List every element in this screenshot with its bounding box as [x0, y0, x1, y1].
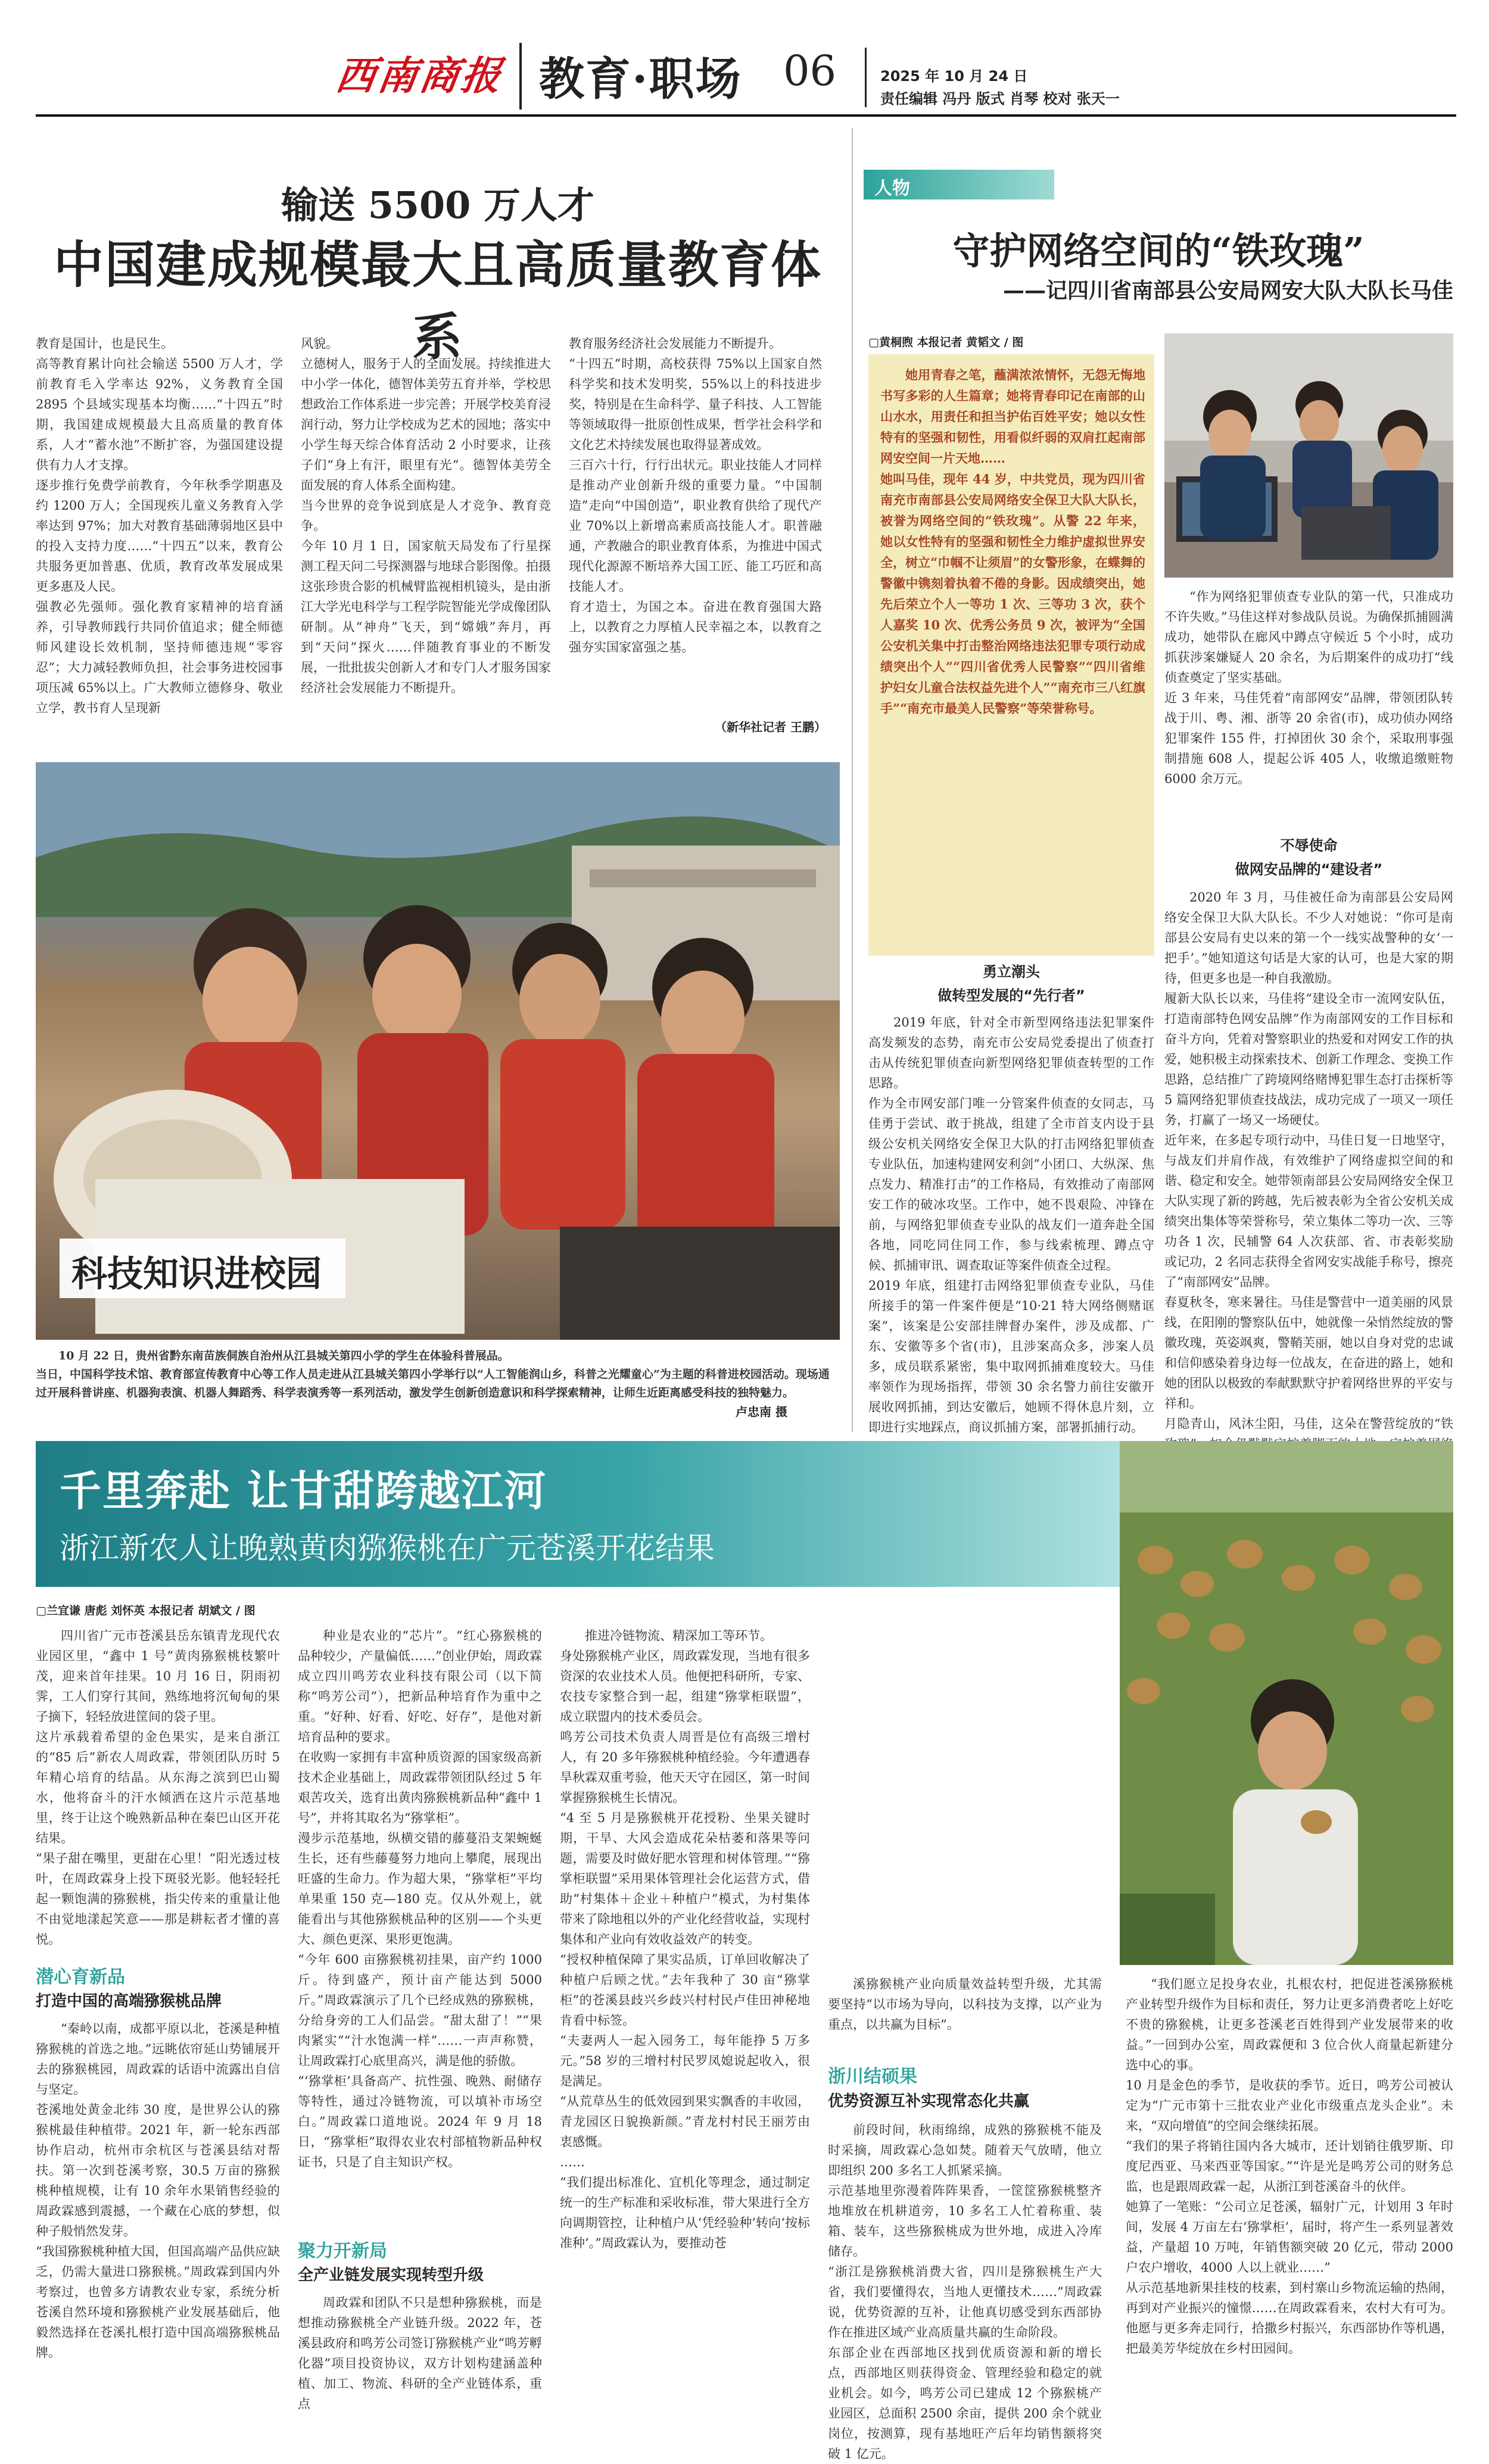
story3-col1a: 四川省广元市苍溪县岳东镇青龙现代农业园区里，“鑫中 1 号”黄肉猕猴桃枝繁叶茂，迎来首年挂果。10 月 16 日，阴雨初霁，工人们穿行其间，熟练地将沉甸甸的果子摘下，轻轻放进筐间的袋子里。 这片承载着希望的金色果实，是来自浙江的“85 后”新农人周政霖，带领团队历时 5 年精心培育的结晶。从东海之滨到巴山蜀水，他将奋斗的汗水倾洒在这片示范基地里，终于让这个晚熟新品种在秦巴山区开花结果。 “果子甜在嘴里，更甜在心里！”阳光透过枝叶，在周政霖身上投下斑驳光影。他轻轻托起一颗饱满的猕猴桃，指尖传来的重量让他不由觉地漾起笑意——那是耕耘者才懂的喜悦。	[36, 1629, 280, 1947]
column-separator	[852, 128, 853, 1432]
story2-mid1: 2019 年底，针对全市新型网络违法犯罪案件高发频发的态势，南充市公安局党委提出了侦查打击从传统犯罪侦查向新型网络犯罪侦查转型的工作思路。 作为全市网安部门唯一分管案件侦查的女同志，马佳勇于尝试、敢于挑战，组建了全市首支内设于县级公安机关网络安全保卫大队的打击网络犯罪侦查专业队伍，加速构建网安利剑”小团口、大纵深、焦点发力、精准打击”的工作格局，有效推动了南部网安工作的破冰攻坚。工作中，她不畏艰险、冲锋在前，与网络犯罪侦查专业队的战友们一道奔赴全国各地，同吃同住同工作，参与线索梳理、蹲点守候、抓捕审讯、调查取证等案件侦查全过程。 2019 年底，组建打击网络犯罪侦查专业队，马佳所接手的第一件案件便是“10·21 特大网络侧赌诓案”，该案是公安部挂牌督办案件，涉及成都、广东、安徽等多个省(市)，且涉案高众多，涉案人员多，成员联系紧密，集中取网抓捕难度较大。马佳率领作为现场指挥，带领 30 余名警力前往安徽开展收网抓捕，到达安徽后，她顾不得休息片刻，立即进行实地踩点，商议抓捕方案，部署抓捕行动。	[868, 1015, 1154, 1434]
story1-headline: 中国建成规模最大且高质量教育体系	[53, 236, 822, 366]
story3-col4a: 溪猕猴桃产业向质量效益转型升级，尤其需要坚持“以市场为导向，以科技为支撑，以产业为重点，以共赢为目标”。	[828, 1977, 1102, 2032]
kiwi-illustration	[1120, 1441, 1453, 1965]
story1-kicker: 输送 5500 万人才	[281, 183, 594, 227]
header-rule	[36, 114, 1456, 117]
story3-s2b: 全产业链发展实现转型升级	[298, 2266, 484, 2284]
police-office-photo	[1164, 333, 1453, 578]
story3-col2a: 种业是农业的“芯片”。“红心猕猴桃的品种较少，产量偏低……”创业伊始，周政霖成立四川鸣芳农业科技有限公司（以下简称“鸣芳公司”），把新品种培育作为重中之重。“好种、好看、好吃、好存”，是他对新培育品种的要求。 在收购一家拥有丰富种质资源的国家级高新技术企业基础上，周政霖带领团队经过 5 年艰苦攻关，选育出黄肉猕猴桃新品种“鑫中 1 号”，并将其取名为“猕掌柜”。 漫步示范基地，纵横交错的藤蔓沿支架蜿蜒生长，还有些藤蔓努力地向上攀爬，展现出旺盛的生命力。作为超大果，“猕掌柜”平均单果重 150 克—180 克。仅从外观上，就能看出与其他猕猴桃品种的区别——个头更大、颜色更深、果形更饱满。 “今年 600 亩猕猴桃初挂果，亩产约 1000 斤。待到盛产，预计亩产能达到 5000 斤。”周政霖演示了几个已经成熟的猕猴桃，分给身旁的工人们品尝。“甜太甜了！”“果肉紧实”“汁水饱满一样”……一声声称赞，让周政霖打心底里高兴，满是他的骄傲。 “‘猕掌柜’具备高产、抗性强、晚熟、耐储存等特性，通过冷链物流，可以填补市场空白。”周政霖口道地说。2024 年 9 月 18 日，“猕掌柜”取得农业农村部植物新品种权证书，只是了自主知识产权。	[298, 1629, 542, 2169]
story2-sub2: 不辱使命 做网安品牌的“建设者”	[1235, 837, 1383, 878]
issue-date: 2025 年 10 月 24 日	[880, 68, 1028, 85]
story2-intro: 她用青春之笔，蘸满浓浓情怀，无怨无悔地书写多彩的人生篇章；她将青春印记在南部的山山水水，用责任和担当护佑百姓平安；她以女性特有的坚强和韧性，用看似纤弱的双肩扛起南部网安空间一片天地…… 她叫马佳，现年 44 岁，中共党员，现为四川省南充市南部县公安局网络安全保卫大队大队长，被誉为网络空间的“铁玫瑰”。从警 22 年来，她以女性特有的坚强和韧性全力维护虚拟世界安全，树立“巾帼不让须眉”的女警形象，在蝶舞的警徽中镌刻着执着不倦的身影。因成绩突出，她先后荣立个人一等功 1 次、三等功 3 次，获个人嘉奖 10 次、优秀公务员 9 次，被评为“全国公安机关集中打击整治网络违法犯罪专项行动成绩突出个人”“四川省优秀人民警察”“四川省维护妇女儿童合法权益先进个人”“南充市三八红旗手”“南充市最美人民警察”等荣誉称号。	[880, 367, 1145, 716]
story3-col1b: “秦岭以南，成都平原以北，苍溪是种植猕猴桃的首选之地。”远眺依帘延山势铺展开去的猕猴桃园，周政霖的话语中流露出自信与坚定。 苍溪地处黄金北纬 30 度，是世界公认的猕猴桃最佳种植带。2021 年，新一轮东西部协作启动，杭州市余杭区与苍溪县结对帮扶。第一次到苍溪考察，30.5 万亩的猕猴桃种植规模，让有 10 余年水果销售经验的周政霖感到震撼，一个藏在心底的梦想，似种子般悄然发芽。 “我国猕猴桃种植大国，但国高端产品供应缺乏，仍需大量进口猕猴桃。”周政霖到国内外考察过，也曾多方请教农业专家，系统分析苍溪自然环境和猕猴桃产业发展基础后，他毅然选择在苍溪扎根打造中国高端猕猴桃品牌。	[36, 2022, 280, 2360]
story1-col3: 教育服务经济社会发展能力不断提升。 “十四五”时期，高校获得 75%以上国家自然科学奖和技术发明奖，55%以上的科技进步奖，特别是在生命科学、量子科技、人工智能等领域取得一批原创性成果，哲学社会科学和文化艺术持续发展也取得显著成效。 三百六十行，行行出状元。职业技能人才同样是推动产业创新升级的重要力量。“中国制造”走向“中国创造”，职业教育供给了现代产业 70%以上新增高素质高技能人才。职普融通，产教融合的职业教育体系，为推进中国式现代化源源不断培养大国工匠、能工巧匠和高技能人才。 育才造士，为国之本。奋进在教育强国大路上，以教育之力厚植人民幸福之本，以教育之强夯实国家富强之基。	[569, 336, 822, 654]
photo1-title: 科技知识进校园	[71, 1253, 322, 1295]
masthead-logo: 西南商报	[333, 52, 507, 99]
masthead-divider	[519, 43, 522, 110]
story1-byline: （新华社记者 王鹏）	[715, 720, 826, 734]
story2-right1: “作为网络犯罪侦查专业队的第一代，只准成功不许失败。”马佳这样对参战队员说。为确保抓捕圆满成功，她带队在廊风中蹲点守候近 5 个小时，成功抓获涉案嫌疑人 20 余名，为后期案件的成功打“线侦查奠定了坚实基础。 近 3 年来，马佳凭着“南部网安”品牌，带领团队转战于川、粤、湘、浙等 20 余省(市)，成功侦办网络犯罪案件 155 件，打掉团伙 30 余个，采取刑事强制措施 608 人，提起公诉 405 人，收缴追缴赃物 6000 余万元。	[1164, 590, 1453, 786]
story2-headline: 守护网络空间的“铁玫瑰”	[952, 229, 1365, 273]
story3-s3b: 优势资源互补实现常态化共赢	[828, 2092, 1030, 2110]
school-science-photo	[36, 762, 840, 1340]
photo1-credit: 卢忠南 摄	[736, 1405, 787, 1419]
section-title: 教育·职场	[539, 52, 742, 105]
story2-byline: ▢黄桐煦 本报记者 黄韬文 / 图	[868, 336, 1024, 349]
story3-col3: 推进冷链物流、精深加工等环节。 身处猕猴桃产业区，周政霖发现，当地有很多资深的农业技术人员。他便把科研所，专家、农技专家整合到一起，组建“猕掌柜联盟”，成立联盟内的技术委员会。 鸣芳公司技术负责人周晋是位有高级三增村人，有 20 多年猕猴桃种植经验。今年遭遇春旱秋霖双重考验，他天天守在园区，第一时间掌握猕猴桃生长情况。 “4 至 5 月是猕猴桃开花授粉、坐果关键时期，干旱、大风会造成花朵枯萎和落果等问题，需要及时做好肥水管理和树体管理。”“猕掌柜联盟”采用果体管理社会化运营方式，借助“村集体＋企业＋种植户”模式，为村集体带来了除地租以外的产业化经营收益，实现村集体和产业向有效收益效产的转变。 “授权种植保障了果实品质，订单回收解决了种植户后顾之忧。”去年我种了 30 亩“猕掌柜”的苍溪县歧兴乡歧兴村村民卢佳田神秘地肯看中标签。 “夫妻两人一起入园务工，每年能挣 5 万多元。”58 岁的三增村村民罗凤媳说起收入，很是满足。 “从荒草丛生的低效园到果实飘香的丰收园，青龙园区日貌换新颜。”青龙村村民王丽芳由衷感慨。 …… “我们提出标准化、宜机化等理念，通过制定统一的生产标准和采收标准，带大果进行全方向调期管控，让种植户从‘凭经验种’转向‘按标准种’。”周政霖认为，要推动苍	[560, 1629, 810, 2250]
story3-col5: “我们愿立足投身农业，扎根农村，把促进苍溪猕猴桃产业转型升级作为目标和责任，努力让更多消费者吃上好吃不贵的猕猴桃，让更多苍溪老百姓得到产业发展带来的收益。”一回到办公室，周政霖便和 3 位合伙人商量起新建分选中心的事。 10 月是金色的季节，是收获的季节。近日，鸣芳公司被认定为“广元市第十三批农业产业化市级重点龙头企业”。未来，“双向增值”的空间会继续拓展。 “我们的果子将销往国内各大城市，还计划销往俄罗斯、印度尼西亚、马来西亚等国家。”“许是光是鸣芳公司的财务总监，也是跟周政霖一起，从浙江到苍溪奋斗的伙伴。 她算了一笔账：“公司立足苍溪，辐射广元，计划用 3 年时间，发展 4 万亩左右‘猕掌柜’，届时，将产生一系列显著效益，产量超 10 万吨，年销售额突破 20 亿元，带动 2000 户农户增收，4000 人以上就业……” 从示范基地新果挂枝的枝素，到村寨山乡物流运输的热闹，再到对产业振兴的憧憬……在周政霖看来，农村大有可为。他愿与更多奔走同行，拾撒乡村振兴，东西部协作等机遇，把最美芳华绽放在乡村田园间。	[1126, 1977, 1453, 2356]
story3-s1: 潜心育新品	[36, 1967, 125, 1988]
story1-col1: 教育是国计，也是民生。 高等教育累计向社会输送 5500 万人才，学前教育毛入学率达 92%，义务教育全国 2895 个县域实现基本均衡……“十四五”时期，我国建成规模最大且高质量的教育体系，人才“蓄水池”不断扩容，为强国建设提供有力人才支撑。 逐步推行免费学前教育，今年秋季学期惠及约 1200 万人；全国现疾儿童义务教育入学率达到 97%；加大对教育基础薄弱地区县中的投入支持力度……“十四五”以来，教育公共服务更加普惠、优质，教育改革发展成果更多惠及人民。 强教必先强师。强化教育家精神的培育涵养，引导教师践行共同价值追求；健全师德师风建设长效机制，坚持师德违规“零容忍”；大力减轻教师负担，社会事务进校园事项压减 65%以上。广大教师立德修身、敬业立学，教书育人呈现新	[36, 336, 283, 715]
photo1-caption: 10 月 22 日，贵州省黔东南苗族侗族自治州从江县城关第四小学的学生在体验科普展品。 当日，中国科学技术馆、教育部宣传教育中心等工作人员走进从江县城关第四小学举行以“人工智能润山乡，科普之光耀童心”为主题的科普进校园活动。现场通过开展科普讲座、机器狗表演、机器人舞蹈秀、科学表演秀等一系列活动，激发学生创新创造意识和科学探索精神，让师生近距离感受科技的独特魅力。	[36, 1349, 830, 1399]
page-number: 06	[783, 46, 837, 95]
editor-credits: 责任编辑 冯丹 版式 肖琴 校对 张天一	[880, 91, 1120, 107]
story3-headline: 千里奔赴 让甘甜跨越江河	[60, 1467, 547, 1515]
story3-s3: 浙川结硕果	[828, 2066, 917, 2087]
story2-sub1: 勇立潮头 做转型发展的“先行者”	[937, 963, 1085, 1004]
story3-s1b: 打造中国的高端猕猴桃品牌	[36, 1992, 222, 2010]
masthead-divider-2	[865, 48, 867, 107]
story3-col4b: 前段时间，秋雨绵绵，成熟的猕猴桃不能及时采摘，周政霖心急如焚。随着天气放晴，他立即组织 200 多名工人抓紧采摘。 示范基地里弥漫着阵阵果香，一筐筐猕猴桃整齐地堆放在机耕道旁，10 多名工人忙着称重、装箱、装车，这些猕猴桃成为世外地，成进入冷库储存。 “浙江是猕猴桃消费大省，四川是猕猴桃生产大省，我们要懂得农，当地人更懂技术……”周政霖说，优势资源的互补，让他真切感受到东西部协作在推进区域产业高质量共赢的生命阶段。 东部企业在西部地区找到优质资源和新的增长点，西部地区则获得资金、管理经验和稳定的就业机会。如今，鸣芳公司已建成 12 个猕猴桃产业园区，总面积 2500 余亩，提供 200 余个就业岗位，按测算，现有基地旺产后年均销售额将突破 1 亿元。	[828, 2123, 1102, 2461]
kiwi-orchard-photo	[1120, 1441, 1453, 1965]
story3-subhead: 浙江新农人让晚熟黄肉猕猴桃在广元苍溪开花结果	[60, 1531, 715, 1565]
story3-col2b: 周政霖和团队不只是想种猕猴桃，而是想推动猕猴桃全产业链升级。2022 年，苍溪县政府和鸣芳公司签订猕猴桃产业“鸣芳孵化器”项目投资协议，双方计划构建涵盖种植、加工、物流、科研的全产业链体系，重点	[298, 2295, 542, 2411]
story1-col2: 风貌。 立德树人，服务于人的全面发展。持续推进大中小学一体化，德智体美劳五育并举，学校思想政治工作体系进一步完善；开展学校美育浸润行动，努力让学校成为艺术的园地；落实中小学生每天综合体育活动 2 小时要求，让孩子们“身上有汗，眼里有光”。德智体美劳全面发展的育人体系全面构建。 当今世界的竞争说到底是人才竞争、教育竞争。 今年 10 月 1 日，国家航天局发布了行星探测工程天问二号探测器与地球合影图像。拍摄这张珍贵合影的机械臂监视相机镜头，是由浙江大学光电科学与工程学院智能光学成像团队研制。从“神舟”飞天，到“嫦娥”奔月，再到“天问”探火……伴随教育事业的不断发展，一批批拔尖创新人才和专门人才服务国家经济社会发展能力不断提升。	[301, 336, 551, 695]
story2-subhead: ——记四川省南部县公安局网安大队大队长马佳	[1002, 279, 1453, 303]
story3-byline: ▢兰宜谦 唐彪 刘怀英 本报记者 胡斌文 / 图	[36, 1604, 256, 1617]
office-illustration	[1164, 333, 1453, 578]
person-tag: 人物	[864, 170, 1054, 199]
story3-s2: 聚力开新局	[298, 2241, 387, 2262]
story2-right2: 2020 年 3 月，马佳被任命为南部县公安局网络安全保卫大队大队长。不少人对她说：“你可是南部县公安局有史以来的第一个一线实战警种的女‘一把手’。”她知道这句话是大家的认可，也是大家的期待，但更多也是一种自我激励。 履新大队长以来，马佳将“建设全市一流网安队伍，打造南部特色网安品牌”作为南部网安的工作目标和奋斗方向，凭着对警察职业的热爱和对网安工作的执爱，她积极主动探索技术、创新工作理念、变换工作思路，总结推广了跨境网络赌博犯罪生态打击探析等 5 篇网络犯罪侦查技战法，成功完成了一项又一项任务，打赢了一场又一场硬仗。 近年来，在多起专项行动中，马佳日复一日地坚守，与战友们并肩作战，有效维护了网络虚拟空间的和谐、稳定和安全。她带领南部县公安局网络安全保卫大队实现了新的跨越，先后被表彰为全省公安机关成绩突出集体等荣誉称号，荣立集体二等功一次、三等功各 1 次，民辅警 64 人次获部、省、市表彰奖励或记功，2 名同志获得全省网安实战能手称号，擦亮了“南部网安”品牌。 春夏秋冬，寒来暑往。马佳是警营中一道美丽的风景线，在阳刚的警察队伍中，她就像一朵悄然绽放的警徽玫瑰，英姿飒爽，警鞘芙丽，她以自身对党的忠诚和信仰感染着身边每一位战友，在奋进的路上，她和她的团队以极致的奉献默默守护着网络世界的平安与祥和。 月隐青山，风沐尘阳，马佳，这朵在警营绽放的“铁	[1164, 890, 1453, 1431]
